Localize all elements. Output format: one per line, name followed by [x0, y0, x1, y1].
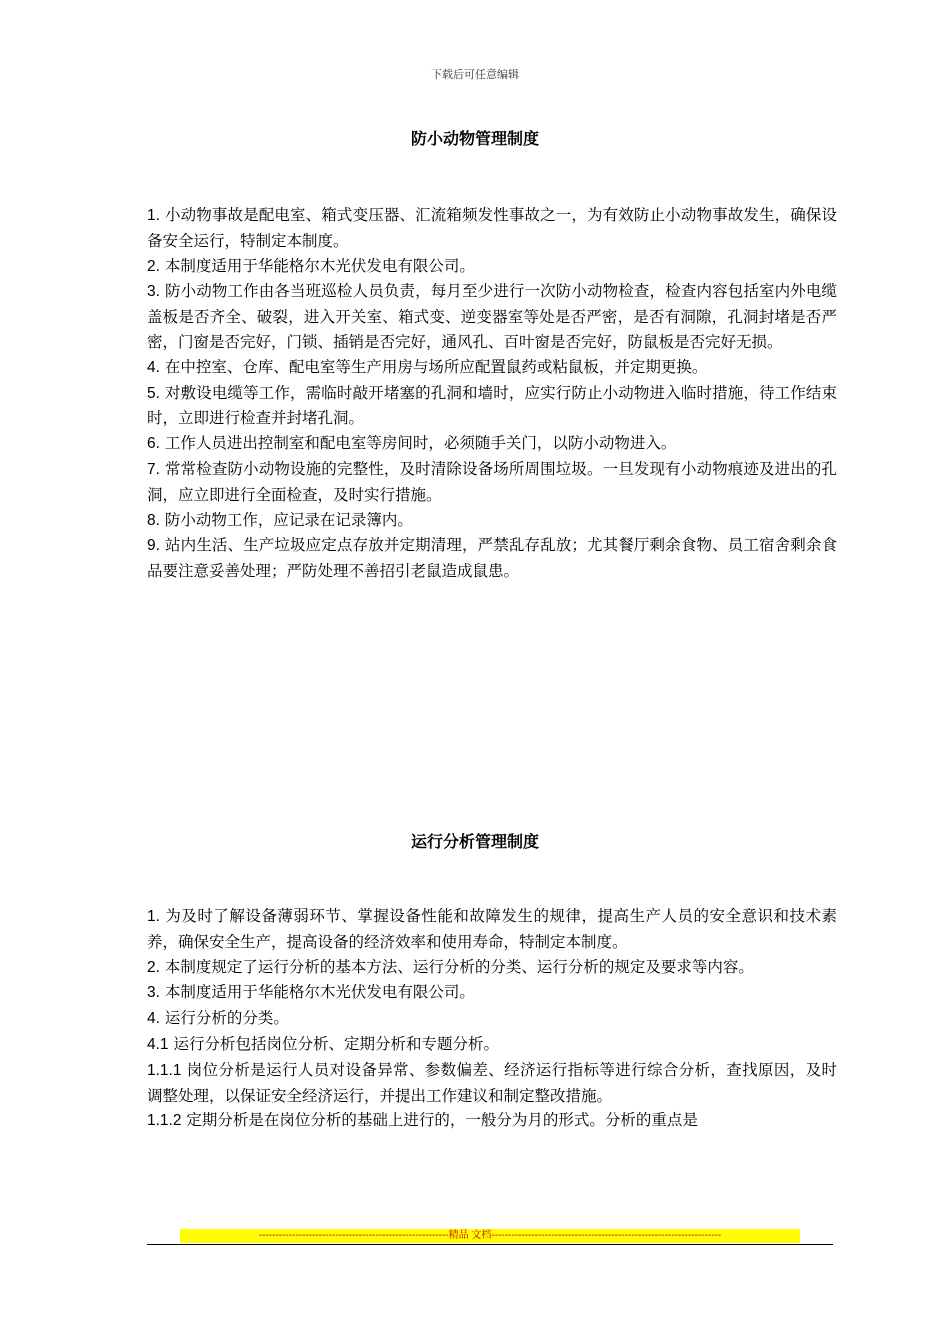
- paragraph: 7. 常常检查防小动物设施的完整性，及时清除设备场所周围垃圾。一旦发现有小动物痕迹及进出的孔洞，应立即进行全面检查，及时实行措施。: [147, 459, 837, 504]
- paragraph: 1.1.2 定期分析是在岗位分析的基础上进行的，一般分为月的形式。分析的重点是: [147, 1111, 698, 1130]
- paragraph: 4. 在中控室、仓库、配电室等生产用房与场所应配置鼠药或粘鼠板，并定期更换。: [147, 357, 708, 376]
- paragraph: 9. 站内生活、生产垃圾应定点存放并定期清理，严禁乱存乱放；尤其餐厅剩余食物、员工宿舍剩余食品要注意妥善处理；严防处理不善招引老鼠造成鼠患。: [147, 536, 837, 581]
- paragraph: 1. 小动物事故是配电室、箱式变压器、汇流箱频发性事故之一，为有效防止小动物事故发生，确保设备安全运行，特制定本制度。: [147, 206, 837, 250]
- paragraph: 5. 对敷设电缆等工作，需临时敲开堵塞的孔洞和墙时，应实行防止小动物进入临时措施，待工作结束时，立即进行检查并封堵孔洞。: [147, 383, 837, 428]
- paragraph: 2. 本制度规定了运行分析的基本方法、运行分析的分类、运行分析的规定及要求等内容。: [147, 957, 754, 976]
- paragraph: 1.1.1 岗位分析是运行人员对设备异常、参数偏差、经济运行指标等进行综合分析，查找原因，及时调整处理，以保证安全经济运行，并提出工作建议和制定整改措施。: [147, 1060, 837, 1105]
- header-note: 下载后可任意编辑: [431, 68, 519, 81]
- paragraph: 3. 本制度适用于华能格尔木光伏发电有限公司。: [147, 983, 475, 1002]
- section1-body: [147, 203, 837, 584]
- section1-title: 防小动物管理制度: [410, 129, 539, 148]
- paragraph: 2. 本制度适用于华能格尔木光伏发电有限公司。: [147, 256, 475, 275]
- paragraph: 3. 防小动物工作由各当班巡检人员负责，每月至少进行一次防小动物检查，检查内容包括室内外电缆盖板是否齐全、破裂，进入开关室、箱式变、逆变器室等处是否严密，是否有洞隙，孔洞封堵是否严密，门窗是否完好，门锁、插销是否完好，通风孔、百叶窗是否完好，防鼠板是否完好无损。: [147, 282, 837, 351]
- footer-banner: ---------------------------------------------------------精品 文档---------------------------------------------------------------------: [180, 1229, 800, 1243]
- footer-divider: [147, 1244, 833, 1245]
- paragraph: 4. 运行分析的分类。: [147, 1009, 289, 1028]
- section2-title: 运行分析管理制度: [410, 832, 539, 851]
- paragraph: 8. 防小动物工作，应记录在记录簿内。: [147, 510, 413, 529]
- section2-body: [147, 904, 837, 1134]
- paragraph: 4.1 运行分析包括岗位分析、定期分析和专题分析。: [147, 1034, 499, 1053]
- paragraph: 1. 为及时了解设备薄弱环节、掌握设备性能和故障发生的规律，提高生产人员的安全意识和技术素养，确保安全生产，提高设备的经济效率和使用寿命，特制定本制度。: [147, 907, 837, 951]
- paragraph: 6. 工作人员进出控制室和配电室等房间时，必须随手关门，以防小动物进入。: [147, 434, 677, 453]
